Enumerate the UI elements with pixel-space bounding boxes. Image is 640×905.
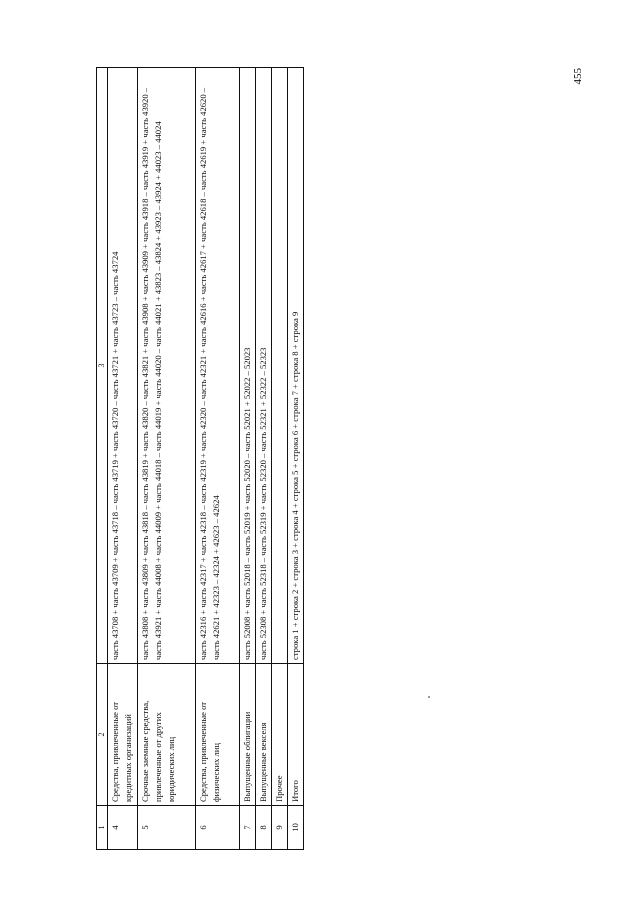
- row-formula: строка 1 + строка 2 + строка 3 + строка 4 + строка 5 + строка 6 + строка 7 + строка 8 + строка 9: [288, 68, 304, 664]
- table-row: [288, 68, 304, 850]
- table-row: [272, 68, 288, 850]
- row-number: 5: [138, 806, 196, 850]
- header-cell: 3: [97, 68, 108, 664]
- row-number: 7: [240, 806, 256, 850]
- table-row: [138, 68, 196, 850]
- page-number: 455: [572, 68, 584, 85]
- table-row: [108, 68, 138, 850]
- table-row: [240, 68, 256, 850]
- row-name: Средства, привлеченные от физических лиц: [196, 664, 240, 806]
- row-formula: часть 52308 + часть 52318 – часть 52319 + часть 52320 – часть 52321 + 52322 – 52323: [256, 68, 272, 664]
- table-row: [256, 68, 272, 850]
- table-row: [196, 68, 240, 850]
- header-cell: 2: [97, 664, 108, 806]
- row-formula: [272, 68, 288, 664]
- row-name: Выпущенные облигации: [240, 664, 256, 806]
- row-formula: часть 42316 + часть 42317 + часть 42318 – часть 42319 + часть 42320 – часть 42321 + часть 42616 + часть 42617 + часть 42618 – часть 42619 + часть 42620 – часть 42621 + 42323 – 42324 + 42623 – 42624: [196, 68, 240, 664]
- header-cell: 1: [97, 806, 108, 850]
- row-number: 6: [196, 806, 240, 850]
- row-number: 10: [288, 806, 304, 850]
- scan-speck: [428, 696, 430, 698]
- row-name: Срочные заемные средства, привлеченные от других юридических лиц: [138, 664, 196, 806]
- row-formula: часть 43708 + часть 43709 + часть 43718 – часть 43719 + часть 43720 – часть 43721 + часть 43723 – часть 43724: [108, 68, 138, 664]
- row-formula: часть 52008 + часть 52018 – часть 52019 + часть 52020 – часть 52021 + 52022 – 52023: [240, 68, 256, 664]
- row-number: 9: [272, 806, 288, 850]
- row-name: Прочее: [272, 664, 288, 806]
- formula-table: [96, 67, 304, 850]
- rotated-table-container: [96, 68, 314, 850]
- row-name: Выпущенные векселя: [256, 664, 272, 806]
- row-number: 4: [108, 806, 138, 850]
- row-number: 8: [256, 806, 272, 850]
- table-header-row: [97, 68, 108, 850]
- row-name: Средства, привлеченные от кредитных организаций: [108, 664, 138, 806]
- row-name: Итого: [288, 664, 304, 806]
- row-formula: часть 43808 + часть 43809 + часть 43818 – часть 43819 + часть 43820 – часть 43821 + часть 43908 + часть 43909 + часть 43918 – часть 43919 + часть 43920 – часть 43921 + часть 44008 + часть 44009 + часть 44018 – часть 44019 + часть 44020 – часть 44021 + 43823 – 43824 + 43923 – 43924 + 44023 – 44024: [138, 68, 196, 664]
